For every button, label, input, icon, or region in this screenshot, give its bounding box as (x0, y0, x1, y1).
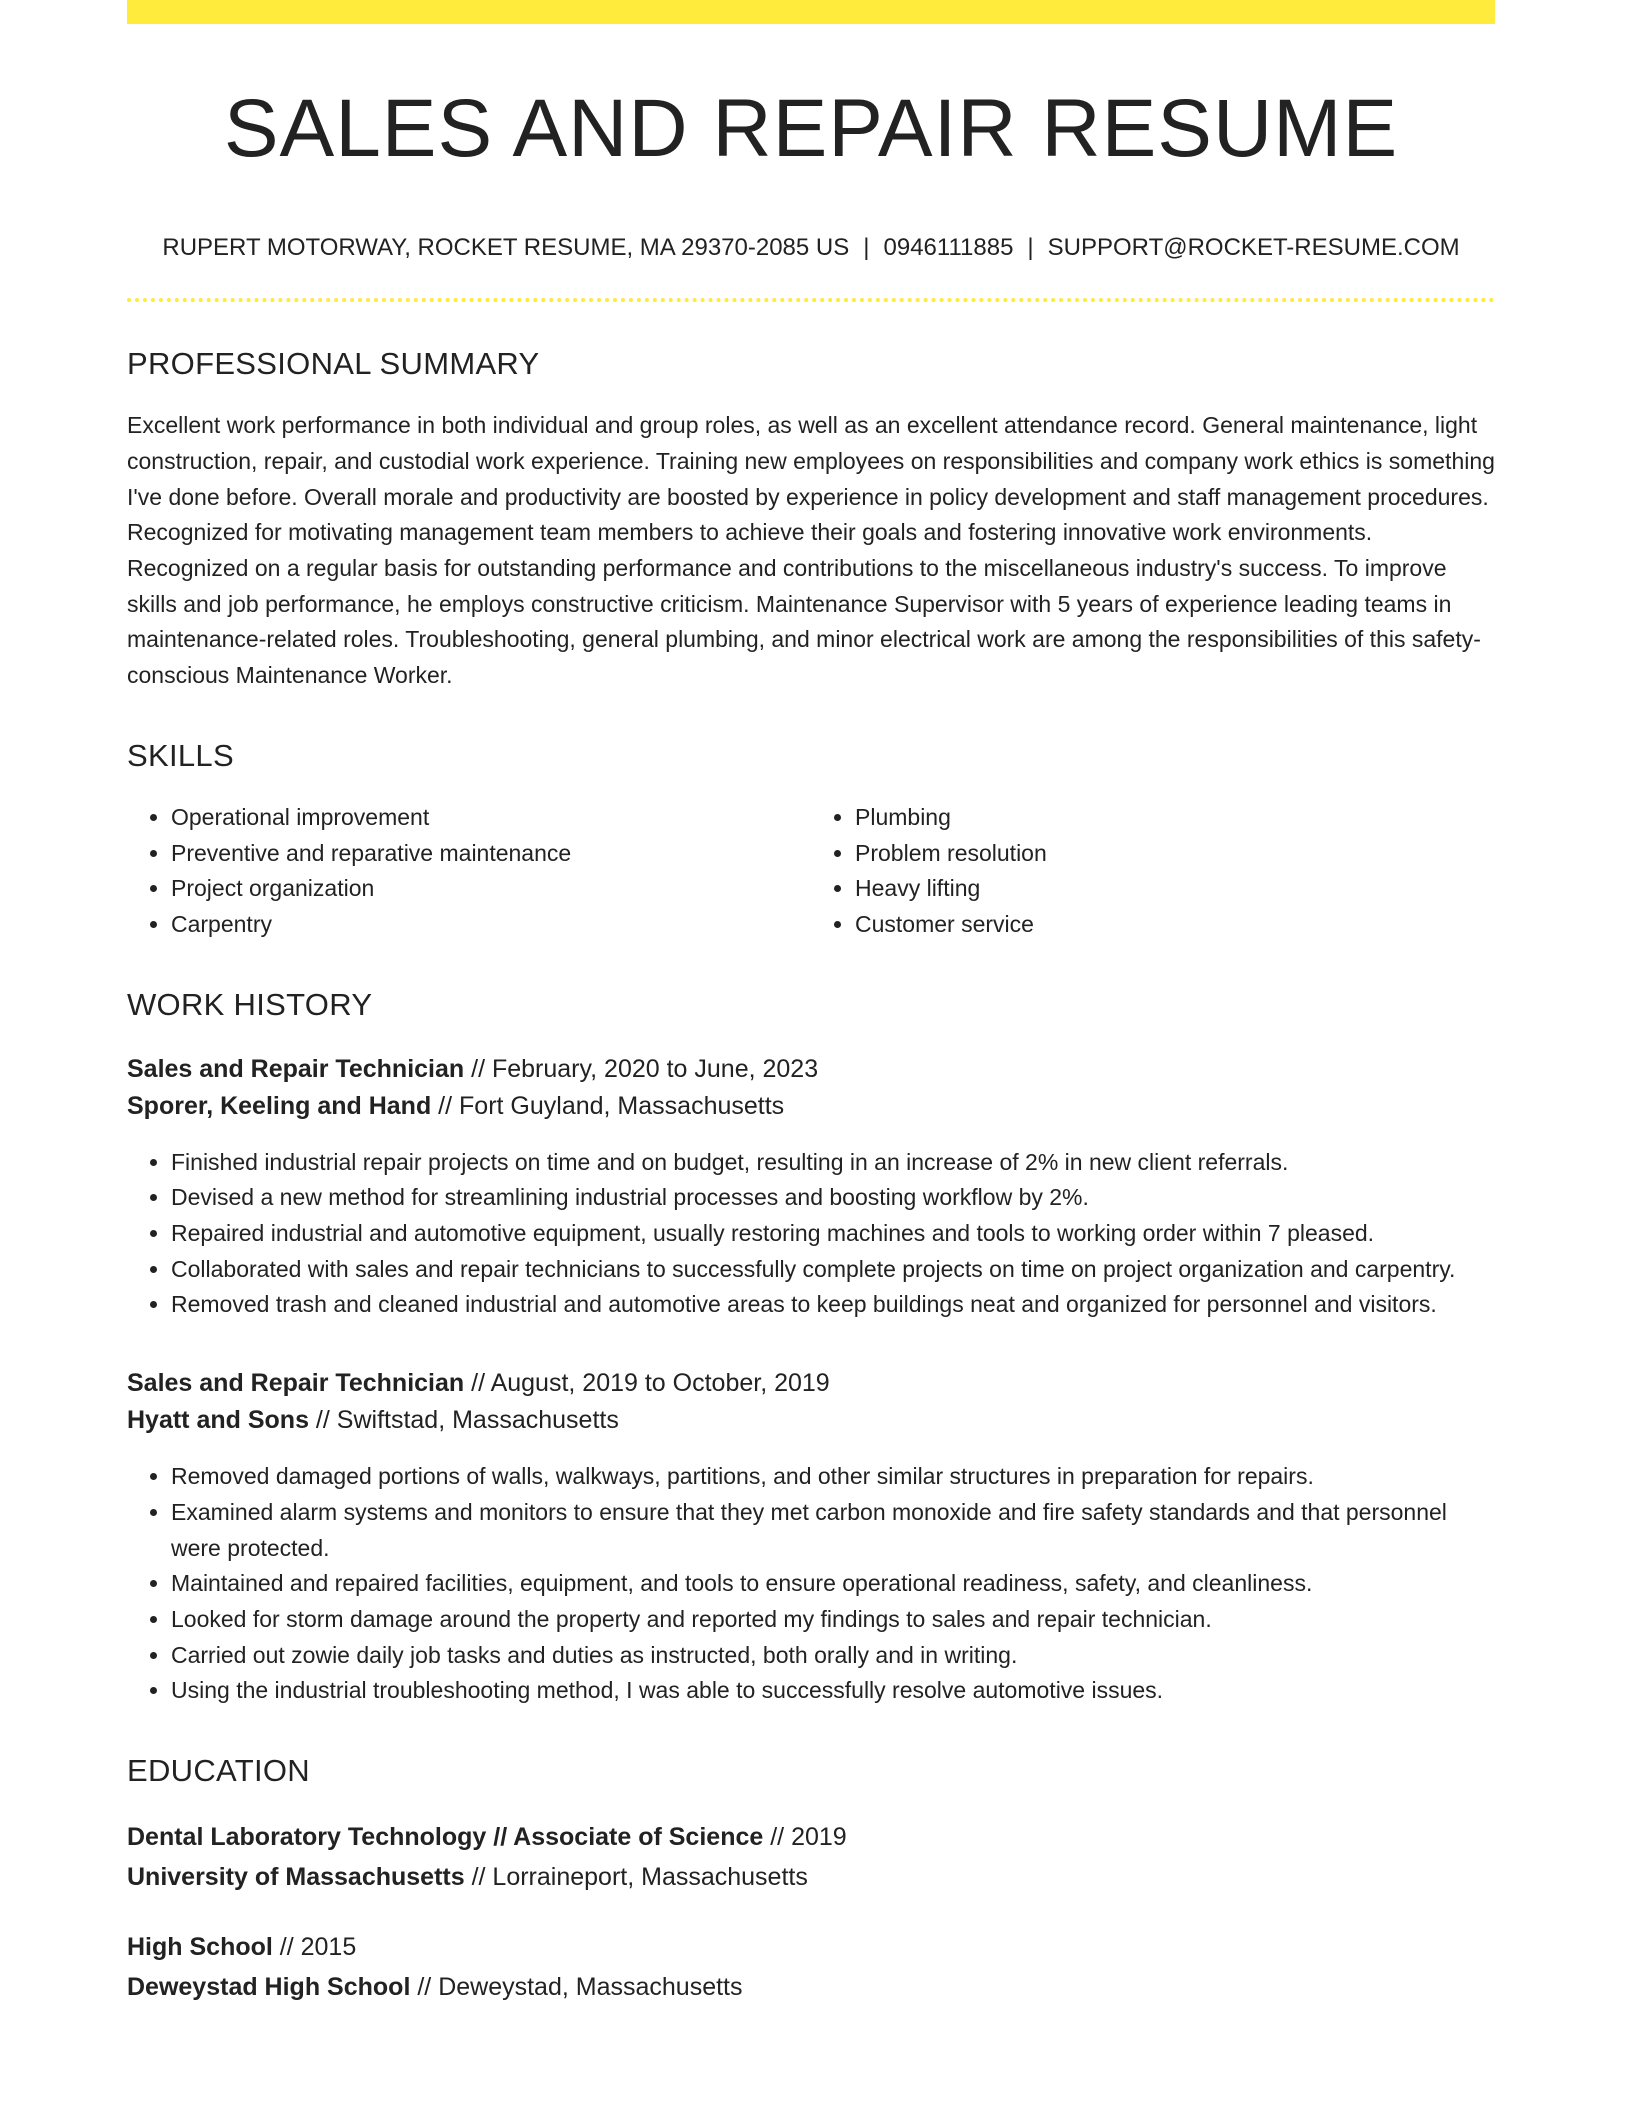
skill-item: • Preventive and reparative maintenance (171, 836, 811, 872)
skill-item: • Carpentry (171, 907, 811, 943)
job-bullets (127, 1459, 1495, 1709)
list-item: • Examined alarm systems and monitors to ensure that they met carbon monoxide and fire safety standards and that personnel were protected. (171, 1495, 1495, 1566)
work-history-heading: WORK HISTORY (127, 986, 373, 1022)
education-year: 2015 (300, 1933, 357, 1962)
job-title-line (127, 1051, 1495, 1088)
separator: // (464, 1863, 493, 1892)
list-item: • Collaborated with sales and repair technicians to successfully complete projects on time on project organization and carpentry. (171, 1252, 1495, 1288)
list-item: • Removed trash and cleaned industrial and automotive areas to keep buildings neat and organized for personnel and visitors. (171, 1287, 1495, 1323)
skills-columns (127, 800, 1495, 943)
job-location: Swiftstad, Massachusetts (336, 1406, 619, 1435)
separator: // (410, 1973, 439, 2002)
skills-right-list (811, 800, 1495, 943)
list-item: • Removed damaged portions of walls, walkways, partitions, and other similar structures in preparation for repairs. (171, 1459, 1495, 1495)
contact-address: RUPERT MOTORWAY, ROCKET RESUME, MA 29370-2085 US (162, 234, 850, 262)
education-degree-line (127, 1927, 1495, 1967)
education-school-line (127, 1967, 1495, 2007)
skill-item: • Problem resolution (855, 836, 1495, 872)
education-entry (127, 1927, 1495, 2007)
education-degree: High School (127, 1933, 273, 1962)
skill-item: • Operational improvement (171, 800, 811, 836)
job-company-line (127, 1402, 1495, 1439)
resume-title: SALES AND REPAIR RESUME (223, 83, 1399, 174)
education-school-line (127, 1857, 1495, 1897)
list-item: • Repaired industrial and automotive equipment, usually restoring machines and tools to working order within 7 pleased. (171, 1216, 1495, 1252)
education-school: University of Massachusetts (127, 1863, 465, 1892)
job-dates: August, 2019 to October, 2019 (490, 1369, 830, 1398)
list-item: • Maintained and repaired facilities, equipment, and tools to ensure operational readiness, safety, and cleanliness. (171, 1566, 1495, 1602)
contact-email: SUPPORT@ROCKET-RESUME.COM (1047, 234, 1460, 262)
education-location: Lorraineport, Massachusetts (492, 1863, 808, 1892)
skill-item: • Heavy lifting (855, 871, 1495, 907)
job-title: Sales and Repair Technician (127, 1054, 465, 1083)
education-entry (127, 1817, 1495, 1897)
summary-text: Excellent work performance in both individual and group roles, as well as an excellent attendance record. General maintenance, light construction, repair, and custodial work experience. Training new employees on responsibilities and company work ethics is something I've done before. Overall morale and productivity are boosted by experience in policy development and staff management procedures. Recognized for motivating management team members to achieve their goals and fostering innovative work environments. Recognized on a regular basis for outstanding performance and contributions to the miscellaneous industry's success. To improve skills and job performance, he employs constructive criticism. Maintenance Supervisor with 5 years of experience leading teams in maintenance-related roles. Troubleshooting, general plumbing, and minor electrical work are among the responsibilities of this safety-conscious Maintenance Worker. (127, 412, 1495, 689)
separator: // (763, 1823, 792, 1852)
list-item: • Finished industrial repair projects on time and on budget, resulting in an increase of 2% in new client referrals. (171, 1145, 1495, 1181)
separator: // (464, 1369, 491, 1398)
job-bullets (127, 1145, 1495, 1324)
list-item: • Looked for storm damage around the property and reported my findings to sales and repair technician. (171, 1602, 1495, 1638)
contact-line (127, 234, 1495, 262)
job-location: Fort Guyland, Massachusetts (459, 1091, 785, 1120)
education-year: 2019 (791, 1823, 847, 1852)
job-company-line (127, 1088, 1495, 1125)
skills-heading: SKILLS (127, 737, 234, 773)
education-degree-line (127, 1817, 1495, 1857)
list-item: • Devised a new method for streamlining industrial processes and boosting workflow by 2%. (171, 1180, 1495, 1216)
skills-left-list (127, 800, 811, 943)
job-title: Sales and Repair Technician (127, 1369, 465, 1398)
job-company: Hyatt and Sons (127, 1406, 309, 1435)
resume-page (127, 0, 1495, 2007)
job-title-line (127, 1365, 1495, 1402)
contact-separator: | (1027, 234, 1034, 262)
skill-item: • Customer service (855, 907, 1495, 943)
list-item: • Using the industrial troubleshooting method, I was able to successfully resolve automotive issues. (171, 1673, 1495, 1709)
education-degree: Dental Laboratory Technology // Associate of Science (127, 1823, 764, 1852)
accent-bar (127, 0, 1495, 24)
skill-item: • Project organization (171, 871, 811, 907)
skill-item: • Plumbing (855, 800, 1495, 836)
summary-heading: PROFESSIONAL SUMMARY (127, 346, 540, 382)
dotted-divider (127, 298, 1495, 302)
separator: // (308, 1406, 337, 1435)
contact-phone: 0946111885 (883, 234, 1014, 262)
education-heading: EDUCATION (127, 1753, 310, 1789)
separator: // (272, 1933, 301, 1962)
separator: // (464, 1054, 492, 1083)
job-entry (127, 1365, 1495, 1709)
education-location: Deweystad, Massachusetts (438, 1973, 743, 2002)
list-item: • Carried out zowie daily job tasks and duties as instructed, both orally and in writing. (171, 1638, 1495, 1674)
separator: // (431, 1091, 460, 1120)
job-dates: February, 2020 to June, 2023 (491, 1054, 819, 1083)
contact-separator: | (863, 234, 870, 262)
job-entry (127, 1051, 1495, 1324)
job-company: Sporer, Keeling and Hand (127, 1091, 432, 1120)
education-school: Deweystad High School (127, 1973, 411, 2002)
